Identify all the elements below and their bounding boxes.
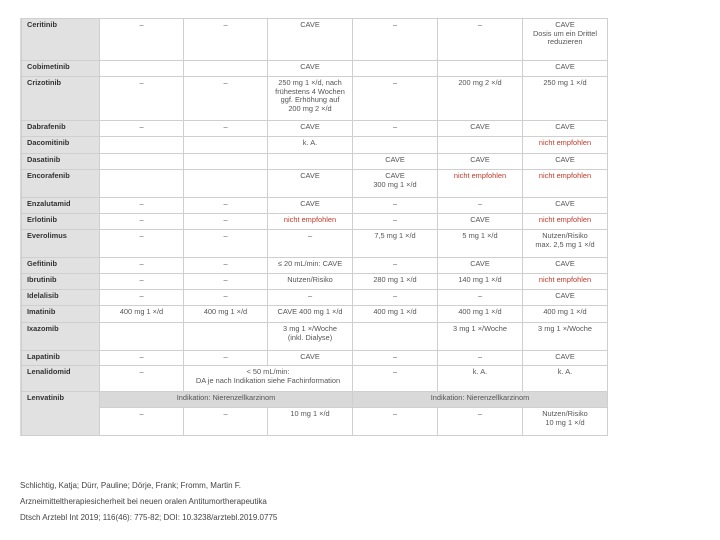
table-cell [100, 170, 184, 198]
drug-name-cell: Erlotinib [22, 214, 100, 230]
drug-name-cell: Idelalisib [22, 290, 100, 306]
table-row [22, 230, 608, 258]
table-cell [184, 61, 268, 77]
table-cell: k. A. [523, 366, 608, 392]
table-cell: – [438, 19, 523, 61]
dosing-table-container [20, 18, 608, 436]
table-cell: 3 mg 1 ×/Woche [438, 323, 523, 351]
table-cell: – [353, 214, 438, 230]
table-cell: – [268, 290, 353, 306]
table-cell: k. A. [268, 137, 353, 154]
table-cell [184, 137, 268, 154]
table-cell: Nutzen/Risiko 10 mg 1 ×/d [523, 408, 608, 436]
drug-name-cell: Dabrafenib [22, 121, 100, 137]
table-cell: CAVE [523, 290, 608, 306]
table-cell: 250 mg 1 ×/d [523, 77, 608, 121]
table-cell: CAVE [523, 198, 608, 214]
table-cell: 400 mg 1 ×/d [523, 306, 608, 323]
table-row [22, 77, 608, 121]
table-cell: – [184, 77, 268, 121]
drug-name-cell: Imatinib [22, 306, 100, 323]
table-cell: – [353, 77, 438, 121]
table-cell: – [353, 351, 438, 366]
table-cell: CAVE [523, 351, 608, 366]
table-cell: CAVE [268, 351, 353, 366]
dosing-table [21, 18, 608, 436]
table-row [22, 323, 608, 351]
table-cell [268, 154, 353, 170]
dosing-table-body [22, 19, 608, 436]
drug-name-cell: Ixazomib [22, 323, 100, 351]
table-cell: CAVE [523, 121, 608, 137]
table-cell: 200 mg 2 ×/d [438, 77, 523, 121]
table-cell [438, 137, 523, 154]
caption-authors: Schlichtig, Katja; Dürr, Pauline; Dörje, Frank; Fromm, Martin F. [20, 481, 241, 490]
table-cell: 400 mg 1 ×/d [100, 306, 184, 323]
drug-name-cell: Dasatinib [22, 154, 100, 170]
table-cell: CAVE [438, 258, 523, 274]
table-cell [438, 61, 523, 77]
table-row [22, 366, 608, 392]
table-cell: 280 mg 1 ×/d [353, 274, 438, 290]
table-cell: – [353, 290, 438, 306]
table-cell: – [438, 408, 523, 436]
table-cell [353, 137, 438, 154]
table-cell: 7,5 mg 1 ×/d [353, 230, 438, 258]
table-cell: 10 mg 1 ×/d [268, 408, 353, 436]
table-cell: – [100, 214, 184, 230]
table-row [22, 408, 608, 436]
table-row [22, 61, 608, 77]
table-cell: – [184, 408, 268, 436]
table-cell: CAVE [268, 121, 353, 137]
table-cell: – [184, 214, 268, 230]
table-cell: 400 mg 1 ×/d [438, 306, 523, 323]
table-row [22, 258, 608, 274]
table-cell: nicht empfohlen [523, 170, 608, 198]
table-cell: CAVE [438, 214, 523, 230]
table-cell: – [184, 230, 268, 258]
table-cell: – [184, 19, 268, 61]
table-cell: – [100, 230, 184, 258]
table-cell [353, 61, 438, 77]
caption-title: Arzneimitteltherapiesicherheit bei neuen oralen Antitumortherapeutika [20, 497, 267, 506]
drug-name-cell: Enzalutamid [22, 198, 100, 214]
table-cell: CAVE Dosis um ein Drittel reduzieren [523, 19, 608, 61]
table-cell [353, 323, 438, 351]
table-cell: – [184, 198, 268, 214]
table-row [22, 290, 608, 306]
table-cell: Nutzen/Risiko [268, 274, 353, 290]
table-cell: CAVE [438, 154, 523, 170]
indication-band: Indikation: Nierenzellkarzinom [353, 392, 608, 408]
table-row [22, 392, 608, 408]
drug-name-cell: Crizotinib [22, 77, 100, 121]
drug-name-cell: Encorafenib [22, 170, 100, 198]
table-cell: < 50 mL/min: DA je nach Indikation siehe Fachinformation [184, 366, 353, 392]
table-cell: – [100, 198, 184, 214]
table-cell: – [100, 258, 184, 274]
table-cell: nicht empfohlen [268, 214, 353, 230]
table-cell: – [100, 351, 184, 366]
table-cell: CAVE [353, 154, 438, 170]
table-cell: – [184, 351, 268, 366]
table-cell: 250 mg 1 ×/d, nach frühestens 4 Wochen ggf. Erhöhung auf 200 mg 2 ×/d [268, 77, 353, 121]
table-cell: – [184, 258, 268, 274]
table-cell: – [353, 198, 438, 214]
table-cell: k. A. [438, 366, 523, 392]
indication-band: Indikation: Nierenzellkarzinom [100, 392, 353, 408]
table-row [22, 154, 608, 170]
table-cell: – [353, 19, 438, 61]
table-cell: nicht empfohlen [438, 170, 523, 198]
table-cell: CAVE 300 mg 1 ×/d [353, 170, 438, 198]
table-cell: CAVE 400 mg 1 ×/d [268, 306, 353, 323]
table-row [22, 214, 608, 230]
table-row [22, 170, 608, 198]
table-cell: – [100, 77, 184, 121]
drug-name-cell: Ibrutinib [22, 274, 100, 290]
table-cell: nicht empfohlen [523, 137, 608, 154]
table-cell: – [184, 274, 268, 290]
table-cell: CAVE [438, 121, 523, 137]
table-cell: nicht empfohlen [523, 274, 608, 290]
table-cell: 3 mg 1 ×/Woche (inkl. Dialyse) [268, 323, 353, 351]
table-cell: – [184, 121, 268, 137]
table-cell: – [353, 121, 438, 137]
table-cell [100, 137, 184, 154]
table-cell: – [184, 290, 268, 306]
table-row [22, 351, 608, 366]
drug-name-cell: Cobimetinib [22, 61, 100, 77]
table-cell: – [100, 366, 184, 392]
table-cell: 140 mg 1 ×/d [438, 274, 523, 290]
table-cell [184, 323, 268, 351]
table-cell: 400 mg 1 ×/d [353, 306, 438, 323]
table-cell: – [100, 274, 184, 290]
table-cell: nicht empfohlen [523, 214, 608, 230]
table-cell: CAVE [523, 258, 608, 274]
table-cell: – [100, 19, 184, 61]
table-cell: – [438, 290, 523, 306]
table-cell [100, 323, 184, 351]
table-cell: 3 mg 1 ×/Woche [523, 323, 608, 351]
table-cell: CAVE [268, 170, 353, 198]
table-cell [100, 61, 184, 77]
caption-citation: Dtsch Arztebl Int 2019; 116(46): 775-82; DOI: 10.3238/arztebl.2019.0775 [20, 513, 278, 522]
table-cell: – [268, 230, 353, 258]
table-cell: – [353, 258, 438, 274]
table-cell: ≤ 20 mL/min: CAVE [268, 258, 353, 274]
drug-name-cell: Lapatinib [22, 351, 100, 366]
table-cell: CAVE [523, 154, 608, 170]
table-cell: – [100, 290, 184, 306]
table-row [22, 198, 608, 214]
drug-name-cell: Lenalidomid [22, 366, 100, 392]
table-cell: – [100, 408, 184, 436]
table-cell [184, 170, 268, 198]
table-cell: CAVE [523, 61, 608, 77]
table-row [22, 137, 608, 154]
drug-name-cell: Lenvatinib [22, 392, 100, 436]
table-cell: – [438, 198, 523, 214]
drug-name-cell: Dacomitinib [22, 137, 100, 154]
drug-name-cell: Gefitinib [22, 258, 100, 274]
table-row [22, 274, 608, 290]
table-cell: – [353, 408, 438, 436]
table-cell: CAVE [268, 61, 353, 77]
table-cell: 5 mg 1 ×/d [438, 230, 523, 258]
table-row [22, 19, 608, 61]
table-row [22, 121, 608, 137]
table-cell [100, 154, 184, 170]
table-row [22, 306, 608, 323]
table-cell: – [438, 351, 523, 366]
table-cell: – [353, 366, 438, 392]
table-cell: Nutzen/Risiko max. 2,5 mg 1 ×/d [523, 230, 608, 258]
table-cell: 400 mg 1 ×/d [184, 306, 268, 323]
drug-name-cell: Everolimus [22, 230, 100, 258]
drug-name-cell: Ceritinib [22, 19, 100, 61]
table-cell [184, 154, 268, 170]
figure-caption [20, 478, 277, 526]
table-cell: CAVE [268, 198, 353, 214]
table-cell: – [100, 121, 184, 137]
table-cell: CAVE [268, 19, 353, 61]
